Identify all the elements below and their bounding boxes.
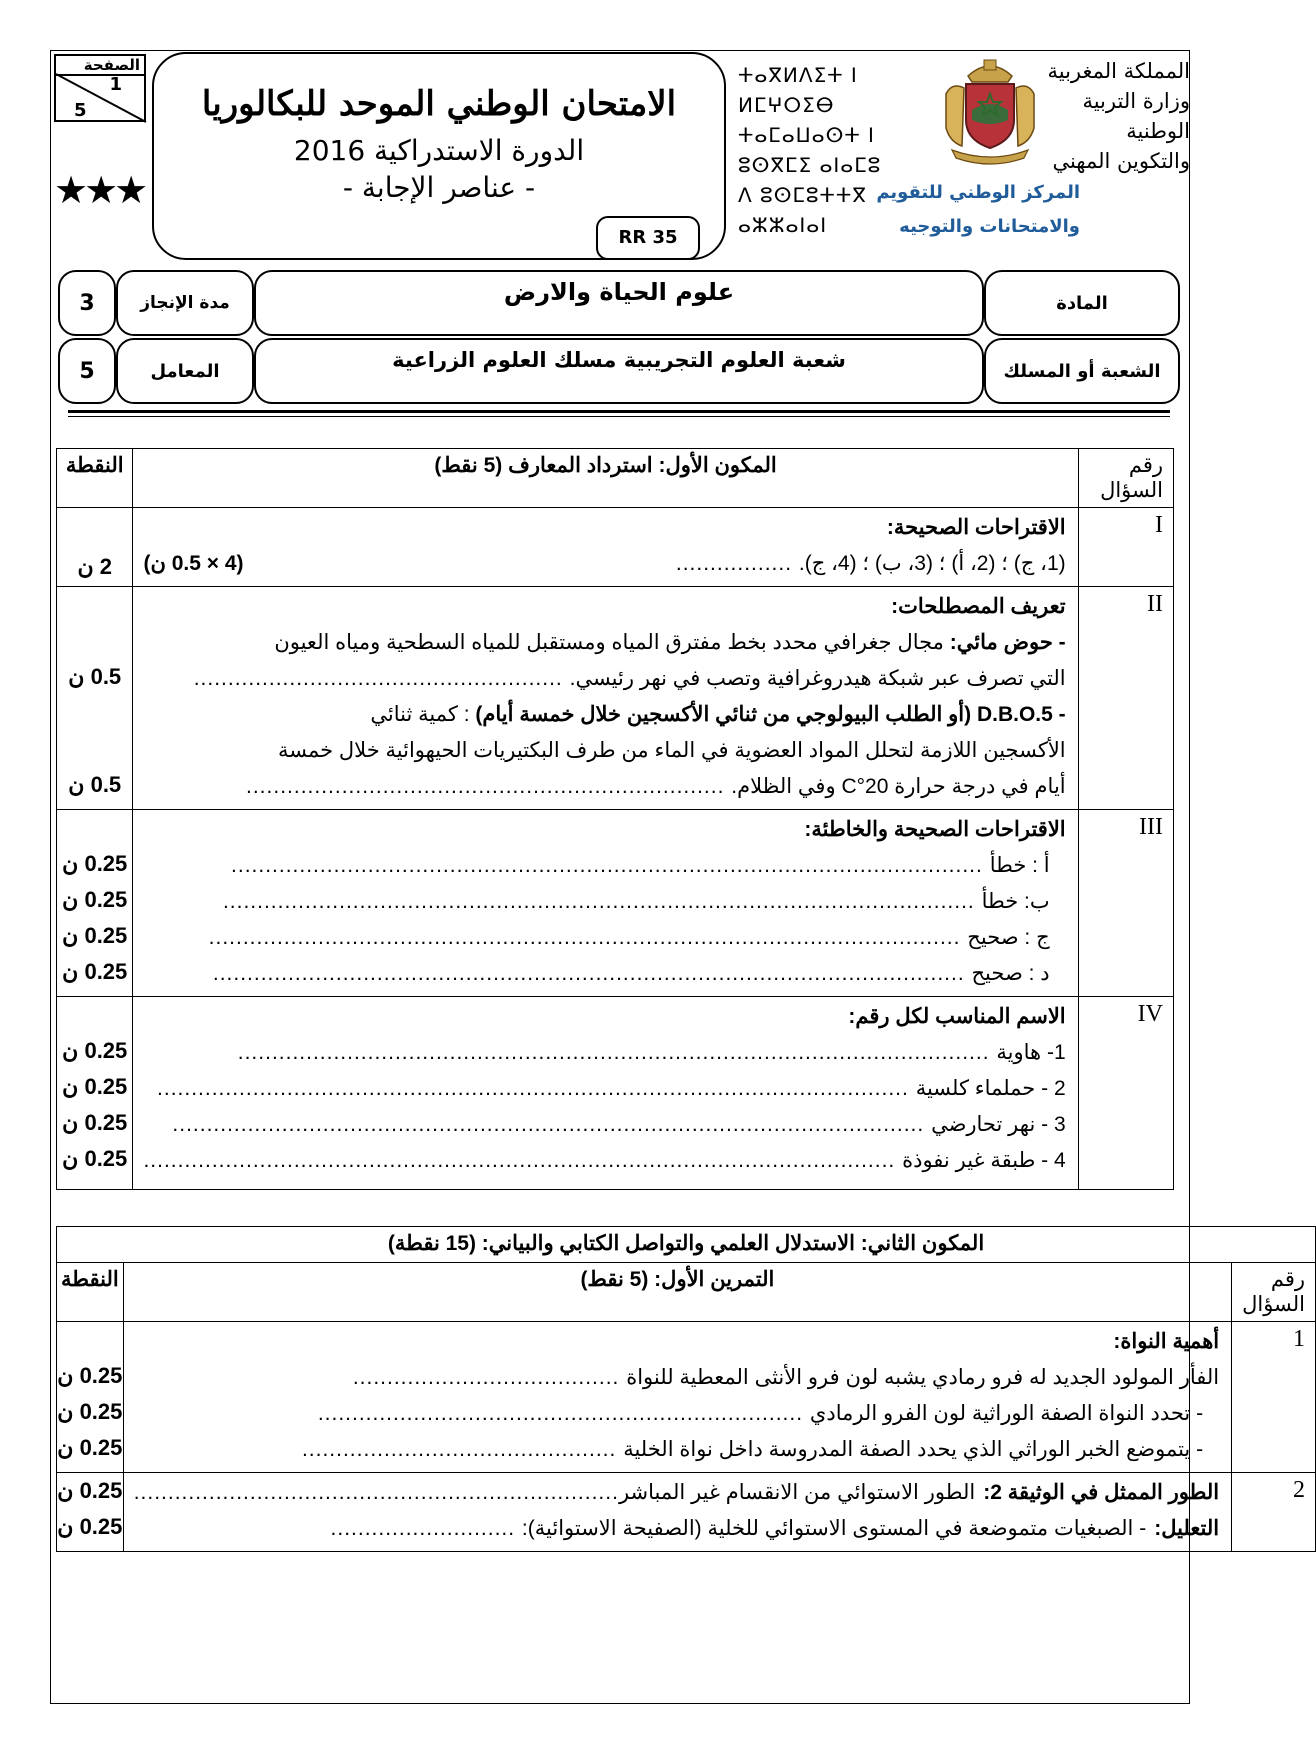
answer-cell	[133, 587, 1078, 810]
table-row	[57, 1473, 1316, 1552]
kingdom-line: المملكة المغربية	[1047, 59, 1190, 83]
points-value: 0.25 ن	[62, 851, 128, 876]
term: - D.B.O.5 (أو الطلب البيولوجي من ثنائي الأكسجين خلال خمسة أيام)	[475, 703, 1066, 726]
table-row	[57, 508, 1174, 587]
divider	[68, 410, 1170, 413]
definition-line: أيام في درجة حرارة 20°C وفي الظلام. ......................................................................	[143, 769, 1065, 805]
answer-label: التعليل:	[1154, 1517, 1220, 1540]
exam-title: الامتحان الوطني الموحد للبكالوريا	[201, 84, 677, 124]
question-number: I	[1078, 508, 1173, 587]
definition-text: : كمية ثنائي	[370, 703, 470, 726]
table-row	[57, 587, 1174, 810]
answer-item: 4 - طبقة غير نفوذة	[902, 1149, 1066, 1172]
definition-line: الأكسجين اللازمة لتحلل المواد العضوية في الماء من طرف البكتيريات الحيهوائية خلال خمسة	[277, 739, 1066, 762]
page-current: 1	[109, 74, 122, 95]
table-header-row	[57, 449, 1174, 508]
answer-heading: تعريف المصطلحات:	[891, 595, 1066, 618]
answer-item: 2 - حملماء كلسية	[915, 1077, 1066, 1100]
col-title-header: المكون الأول: استرداد المعارف (5 نقط)	[133, 449, 1078, 508]
answer-text: - يتموضع الخبر الوراثي الذي يحدد الصفة المدروسة داخل نواة الخلية	[623, 1438, 1204, 1461]
points-value: 0.25 ن	[62, 923, 128, 948]
evaluation-center-name	[830, 176, 1080, 244]
document-type: - عناصر الإجابة -	[342, 171, 536, 204]
answer-label: الطور الممثل في الوثيقة 2:	[983, 1481, 1220, 1504]
points-cell	[57, 810, 133, 997]
duration-label: مدة الإنجاز	[116, 270, 254, 336]
points-value: 0.25 ن	[57, 1514, 123, 1539]
answer-cell	[123, 1473, 1231, 1552]
branch-label: الشعبة أو المسلك	[984, 338, 1180, 404]
exam-session: الدورة الاستدراكية 2016	[293, 134, 585, 167]
answer-text: الفأر المولود الجديد له فرو رمادي يشبه لون فرو الأنثى المعطية للنواة	[626, 1366, 1220, 1389]
page-total: 5	[74, 100, 87, 121]
exam-code: RR 35	[596, 216, 700, 260]
coat-of-arms-icon	[938, 54, 1042, 166]
definition-line	[143, 697, 1065, 733]
table-title-row	[57, 1227, 1316, 1263]
answer-text: - تحدد النواة الصفة الوراثية لون الفرو الرمادي	[809, 1402, 1204, 1425]
points-value: 0.25 ن	[62, 1038, 128, 1063]
branch-value: شعبة العلوم التجريبية مسلك العلوم الزراعية	[254, 338, 984, 404]
center-line: والامتحانات والتوجيه	[899, 216, 1080, 237]
page-divider	[56, 74, 146, 122]
answer-line: (1، ج) ؛ (2، أ) ؛ (3، ب) ؛ (4، ج). ................. (4 × 0.5 ن)	[143, 546, 1065, 582]
table-row	[57, 1322, 1316, 1473]
question-number: IV	[1078, 997, 1173, 1190]
question-number: II	[1078, 587, 1173, 810]
answer-line: 3 - نهر تحارضي ..............................................................................................................	[143, 1107, 1065, 1143]
answer-text: الطور الاستوائي من الانقسام غير المباشر	[618, 1481, 976, 1504]
definition-line	[143, 625, 1065, 661]
col-points-header: النقطة	[57, 1263, 124, 1322]
difficulty-stars: ★★★	[54, 168, 145, 212]
answer-line: - تحدد النواة الصفة الوراثية لون الفرو الرمادي .......................................................................	[134, 1396, 1219, 1432]
points-cell	[57, 587, 133, 810]
answer-cell	[133, 508, 1078, 587]
question-number: III	[1078, 810, 1173, 997]
term: - حوض مائي:	[949, 631, 1066, 654]
definition-text: أيام في درجة حرارة 20°C وفي الظلام.	[731, 775, 1066, 798]
answer-item: أ : خطأ	[989, 854, 1050, 877]
coefficient-label: المعامل	[116, 338, 254, 404]
points-value: 0.25 ن	[62, 887, 128, 912]
answer-line: الفأر المولود الجديد له فرو رمادي يشبه لون فرو الأنثى المعطية للنواة .......................................	[134, 1360, 1219, 1396]
points-value: 0.25 ن	[57, 1363, 123, 1388]
page-label: الصفحة	[83, 56, 140, 74]
points-cell	[57, 997, 133, 1190]
part1-table	[56, 448, 1174, 1190]
divider	[68, 416, 1170, 417]
part2-title: المكون الثاني: الاستدلال العلمي والتواصل الكتابي والبياني: (15 نقطة)	[57, 1227, 1316, 1263]
answer-item: د : صحيح	[971, 962, 1050, 985]
answer-item: ج : صحيح	[967, 926, 1050, 949]
col-points-header: النقطة	[57, 449, 133, 508]
answer-line: ب: خطأ ..............................................................................................................	[143, 884, 1065, 920]
answer-heading: الاقتراحات الصحيحة:	[886, 516, 1066, 539]
definition-text: مجال جغرافي محدد بخط مفترق المياه ومستقبل للمياه السطحية ومياه العيون	[274, 631, 944, 654]
tifinagh-line: ⴷ ⵓⵙⵎⵓⵜⵜⴳ ⴰⵣⵣⴰⵏⴰⵏ	[738, 183, 867, 237]
col-question-header: رقم السؤال	[1078, 449, 1173, 508]
table-row	[57, 810, 1174, 997]
answer-heading: الاقتراحات الصحيحة والخاطئة:	[804, 818, 1066, 841]
answer-heading: الاسم المناسب لكل رقم:	[848, 1005, 1066, 1028]
points-cell	[57, 1322, 124, 1473]
answer-heading: أهمية النواة:	[1113, 1330, 1220, 1353]
answer-item: 1- هاوية	[996, 1041, 1066, 1064]
subject-label: المادة	[984, 270, 1180, 336]
points-value: 0.25 ن	[62, 1146, 128, 1171]
page-number-box	[54, 54, 146, 122]
answer-line: ج : صحيح ..............................................................................................................	[143, 920, 1065, 956]
ministry-name	[1040, 56, 1190, 176]
subject-value: علوم الحياة والارض	[254, 270, 984, 336]
definition-text: التي تصرف عبر شبكة هيدروغرافية وتصب في نهر رئيسي.	[569, 667, 1066, 690]
points-value: 0.25 ن	[57, 1478, 123, 1503]
answer-cell	[133, 810, 1078, 997]
coefficient-value: 5	[58, 338, 116, 404]
answer-line: 4 - طبقة غير نفوذة ..............................................................................................................	[143, 1143, 1065, 1179]
points-cell	[57, 1473, 124, 1552]
question-number: 2	[1232, 1473, 1316, 1552]
tifinagh-line: ⵜⴰⵎⴰⵡⴰⵙⵜ ⵏ ⵓⵙⴳⵎⵉ ⴰⵏⴰⵎⵓ	[738, 123, 882, 177]
points-value: 0.25 ن	[57, 1399, 123, 1424]
center-line: المركز الوطني للتقويم	[876, 182, 1080, 203]
points-value: 0.25 ن	[62, 1074, 128, 1099]
points-value: 0.5 ن	[68, 664, 122, 689]
answer-cell	[133, 997, 1078, 1190]
answer-line: 2 - حملماء كلسية ..............................................................................................................	[143, 1071, 1065, 1107]
definition-line: التي تصرف عبر شبكة هيدروغرافية وتصب في نهر رئيسي. ......................................................	[143, 661, 1065, 697]
answer-text: - الصبغيات متموضعة في المستوى الاستوائي للخلية (الصفيحة الاستوائية):	[521, 1517, 1147, 1540]
answer-line: الطور الممثل في الوثيقة 2: الطور الاستوائي من الانقسام غير المباشر .......................................................................	[134, 1475, 1219, 1511]
answer-line: التعليل: - الصبغيات متموضعة في المستوى الاستوائي للخلية (الصفيحة الاستوائية): ...........................	[134, 1511, 1219, 1547]
tifinagh-line: ⵜⴰⴳⵍⴷⵉⵜ ⵏ ⵍⵎⵖⵔⵉⴱ	[738, 63, 858, 117]
col-question-header: رقم السؤال	[1232, 1263, 1316, 1322]
points-value: 2 ن	[57, 508, 133, 587]
answer-line: 1- هاوية ..............................................................................................................	[143, 1035, 1065, 1071]
answer-calc: (4 × 0.5 ن)	[143, 552, 244, 575]
answer-cell	[123, 1322, 1231, 1473]
answer-item: ب: خطأ	[981, 890, 1050, 913]
kingdom-line: وزارة التربية الوطنية	[1082, 89, 1190, 143]
kingdom-line: والتكوين المهني	[1052, 149, 1190, 173]
answer-line: أ : خطأ ..............................................................................................................	[143, 848, 1065, 884]
answer-text: (1، ج) ؛ (2، أ) ؛ (3، ب) ؛ (4، ج).	[798, 552, 1066, 575]
table-header-row	[57, 1263, 1316, 1322]
answer-line: د : صحيح ..............................................................................................................	[143, 956, 1065, 992]
points-value: 0.25 ن	[62, 959, 128, 984]
answer-item: 3 - نهر تحارضي	[931, 1113, 1066, 1136]
table-row	[57, 997, 1174, 1190]
part2-table	[56, 1226, 1316, 1552]
points-value: 0.25 ن	[57, 1435, 123, 1460]
col-title-header: التمرين الأول: (5 نقط)	[123, 1263, 1231, 1322]
duration-value: 3	[58, 270, 116, 336]
answer-line: - يتموضع الخبر الوراثي الذي يحدد الصفة المدروسة داخل نواة الخلية ..............................................	[134, 1432, 1219, 1468]
points-value: 0.25 ن	[62, 1110, 128, 1135]
question-number: 1	[1232, 1322, 1316, 1473]
points-value: 0.5 ن	[68, 772, 122, 797]
